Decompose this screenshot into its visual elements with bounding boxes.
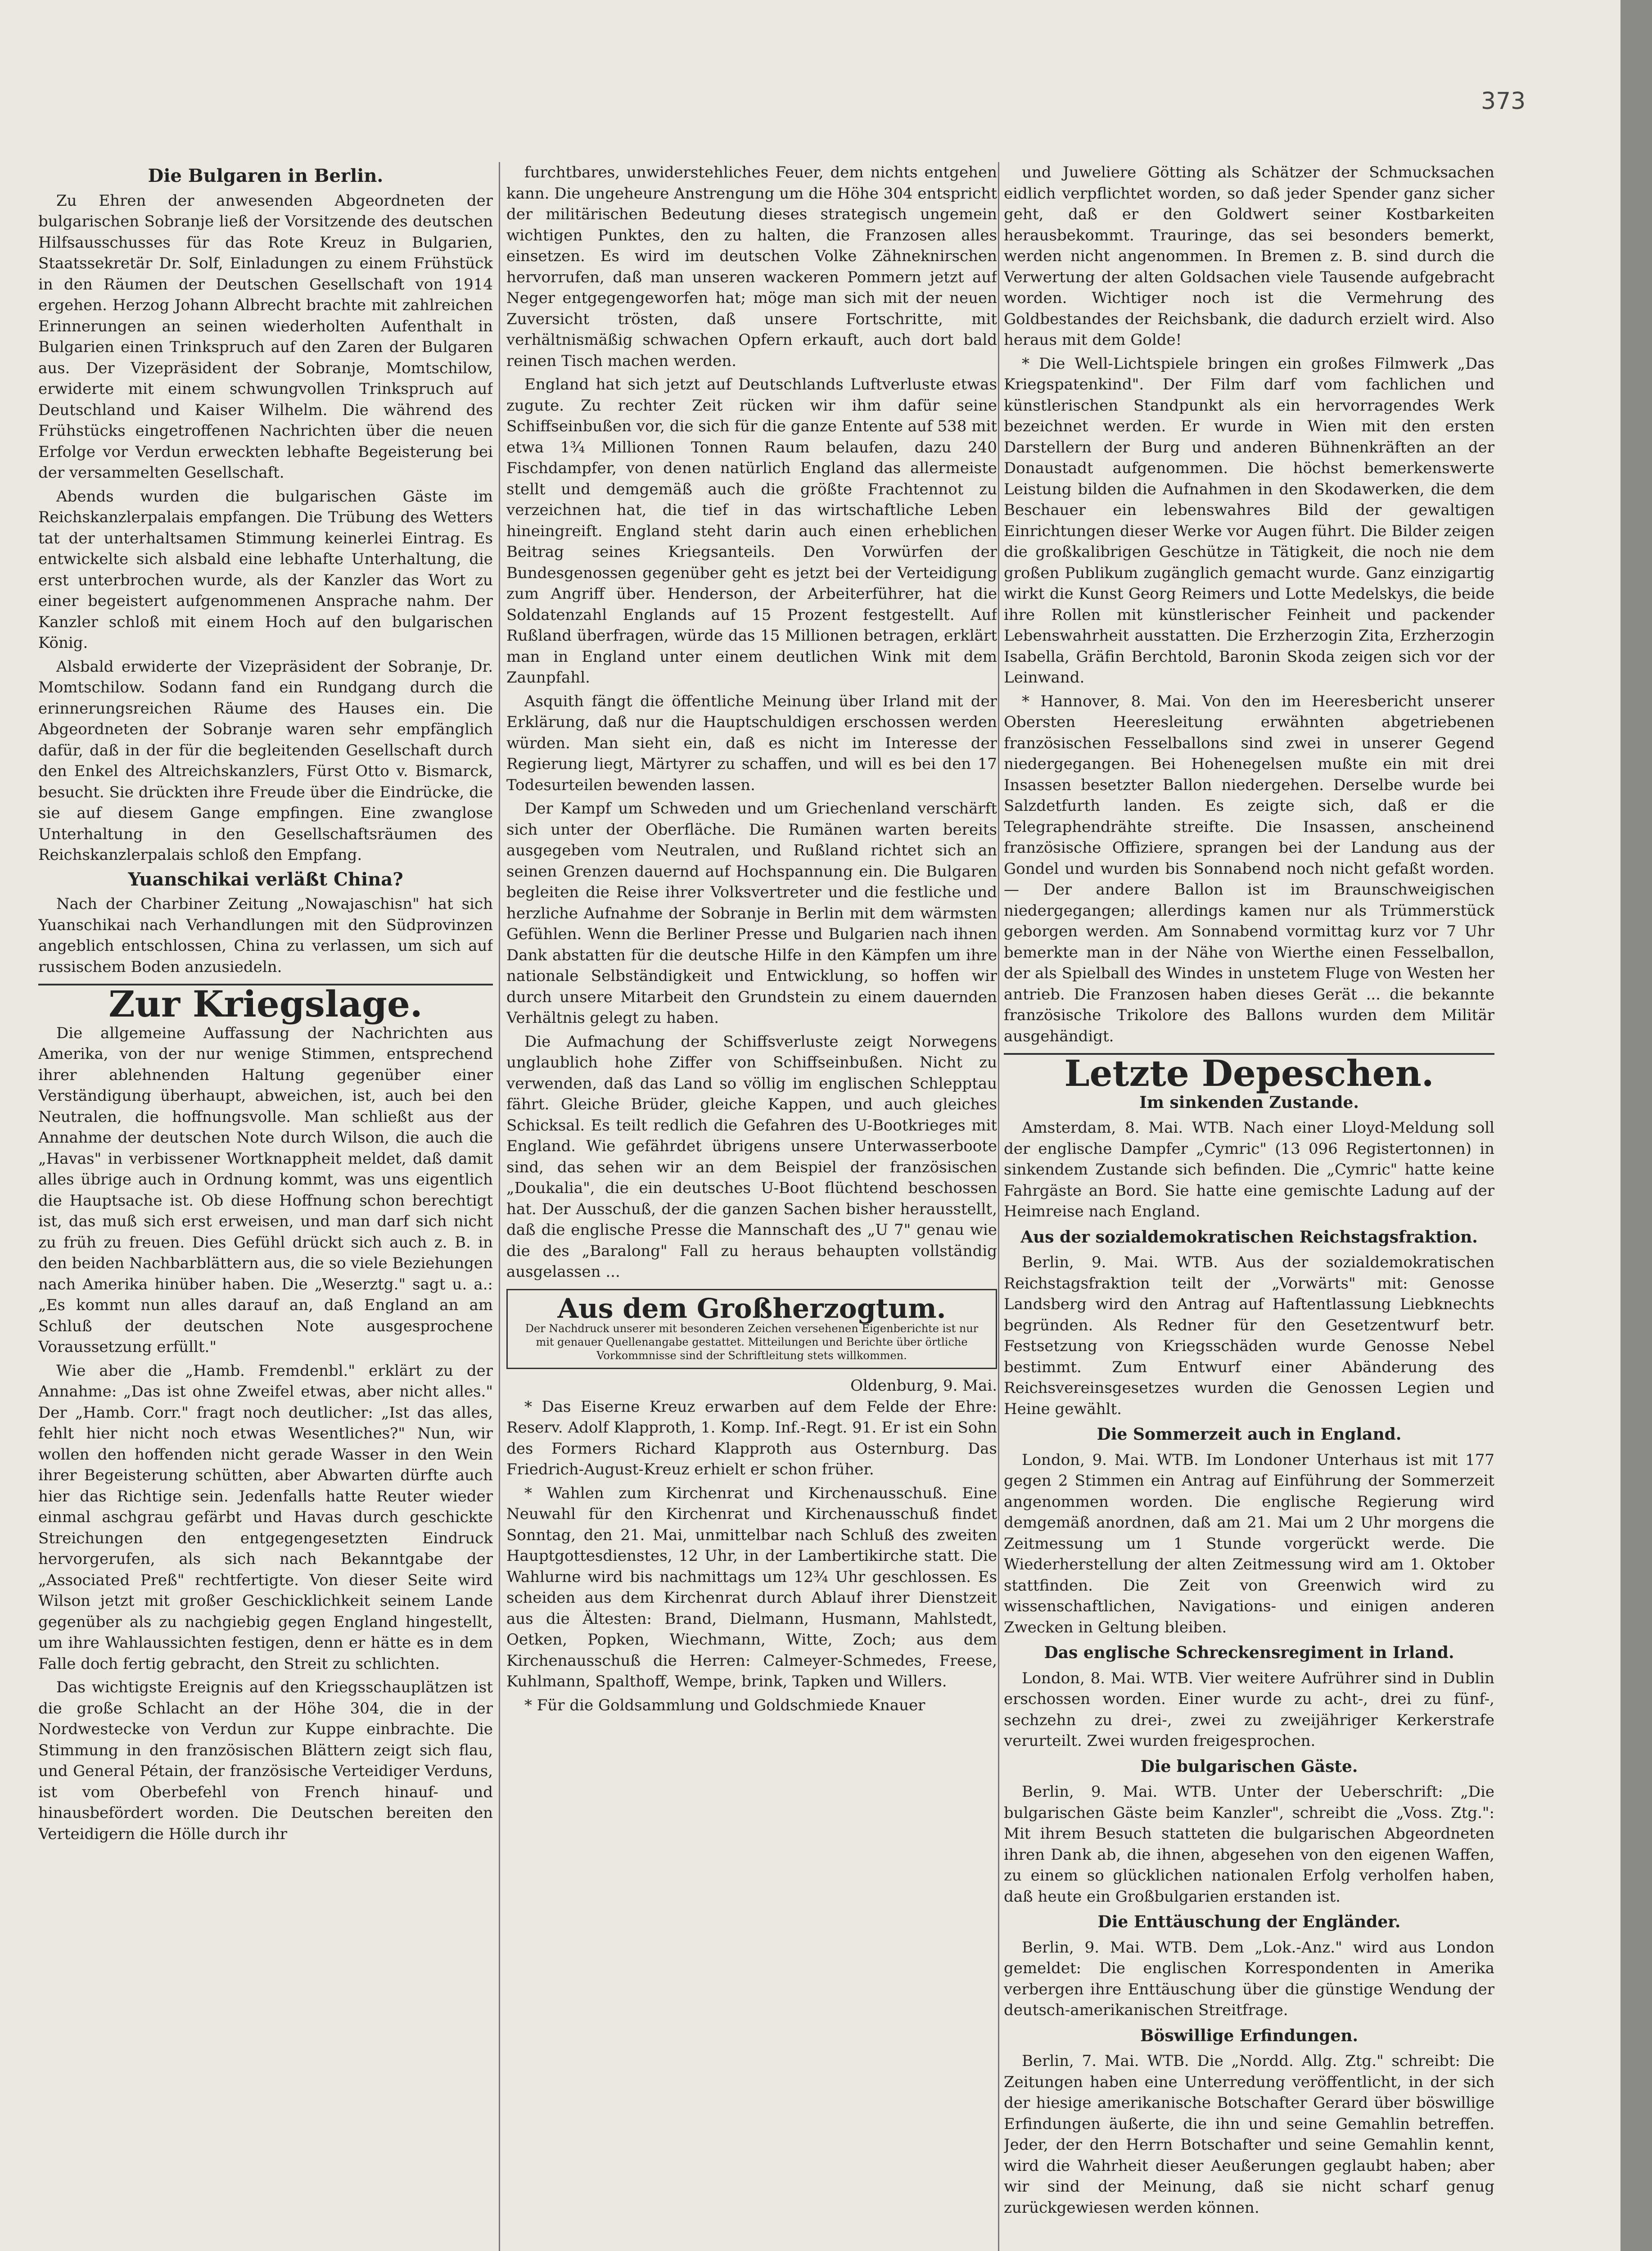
- paragraph: und Juweliere Götting als Schätzer der Schmucksachen eidlich verpflichtet worden, so daß jeder Spender ganz sicher geht, daß er den Goldwert seiner Kostbarkeiten herausbekommt. Trauringe, das sei besonders bemerkt, werden nicht angenommen. In Bremen z. B. sind durch die Verwertung der alten Goldsachen viele Tausende aufgebracht worden. Wichtiger noch ist die Vermehrung des Goldbestandes der Reichsbank, die dadurch erzielt wird. Also heraus mit dem Golde!: [1004, 163, 1494, 349]
- subheading: Das englische Schreckensregiment in Irland.: [1044, 1643, 1454, 1662]
- column-rule: [499, 162, 500, 2251]
- paragraph: Das wichtigste Ereignis auf den Kriegsschauplätzen ist die große Schlacht an der Höhe 304, die in der Nordwestecke von Verdun zur Kuppe einbrachte. Die Stimmung in den französischen Blättern zeigt sich flau, und General Pétain, der französische Verteidiger Verduns, ist vom Oberbefehl von French hinauf- und hinausbefördert worden. Die Deutschen bereiten den Verteidigern die Hölle durch ihr: [38, 1678, 493, 1843]
- heading-grossherzogtum: Aus dem Großherzogtum.: [557, 1293, 946, 1324]
- page-number: 373: [1481, 88, 1526, 115]
- column-3: [1004, 162, 1494, 2251]
- paragraph: * Die Well-Lichtspiele bringen ein großes Filmwerk „Das Kriegspatenkind". Der Film darf vom fachlichen und künstlerischen Standpunkt als ein hervorragendes Werk bezeichnet werden. Er wurde in Wien mit den ersten Darstellern der Burg und anderen Bühnenkräften an der Donaustadt aufgenommen. Die höchst bemerkenswerte Leistung bilden die Aufnahmen in den Skodawerken, die dem Beschauer ein lebenswahres Bild der gewaltigen Einrichtungen dieser Werke vor Augen führt. Die Bilder zeigen die großkalibrigen Geschütze in Tätigkeit, die noch nie dem großen Publikum zugänglich gemacht wurde. Ganz einzigartig wirkt die Kunst Georg Reimers und Lotte Medelskys, die beide ihre Rollen mit künstlerischer Feinheit und packender Lebenswahrheit ausstatten. Die Erzherzogin Zita, Erzherzogin Isabella, Gräfin Berchtold, Baronin Skoda zeigen sich vor der Leinwand.: [1004, 354, 1494, 687]
- heading-depeschen: Letzte Depeschen.: [1064, 1052, 1434, 1094]
- column-2: [506, 162, 997, 2251]
- paragraph: Der Kampf um Schweden und um Griechenland verschärft sich unter der Oberfläche. Die Rumänen warten bereits ausgegeben vom Neutralen, und Rußland richtet sich an seinen Grenzen dauernd auf Hochspannung ein. Die Bulgaren begleiten die Reise ihrer Volksvertreter und die festliche und herzliche Aufnahme der Sobranje in Berlin mit dem wärmsten Gefühlen. Wenn die Berliner Presse und Bulgarien nach ihnen Dank abstatten für die deutsche Hilfe in den Kämpfen um ihre nationale Selbständigkeit und Entwicklung, so hoffen wir durch unsere Mitarbeit den Grundstein zu einem dauernden Verhältnis gelegt zu haben.: [506, 800, 997, 1027]
- column-1: [38, 162, 493, 2251]
- paragraph: * Das Eiserne Kreuz erwarben auf dem Felde der Ehre: Reserv. Adolf Klapproth, 1. Komp. Inf.-Regt. 91. Er ist ein Sohn des Formers Richard Klapproth aus Osternburg. Das Friedrich-August-Kreuz erhielt er schon früher.: [506, 1397, 997, 1478]
- subheading: Die Enttäuschung der Engländer.: [1097, 1912, 1401, 1931]
- paragraph: * Für die Goldsammlung und Goldschmiede Knauer: [524, 1696, 925, 1714]
- paragraph: Berlin, 7. Mai. WTB. Die „Nordd. Allg. Ztg." schreibt: Die Zeitungen haben eine Unterredung veröffentlicht, in der sich der hiesige amerikanische Botschafter Gerard über böswillige Erfindungen äußerte, die ihn und seine Gemahlin betreffen. Jeder, der den Herrn Botschafter und seine Gemahlin kennt, wird die Wahrheit dieser Aeußerungen geglaubt haben; aber wir sind der Meinung, daß sie nicht scharf genug zurückgewiesen werden können.: [1004, 2052, 1494, 2217]
- regional-news-box: [506, 1289, 997, 1370]
- paragraph: Amsterdam, 8. Mai. WTB. Nach einer Lloyd-Meldung soll der englische Dampfer „Cymric" (13 096 Registertonnen) in sinkendem Zustande sich befinden. Die „Cymric" hatte keine Fahrgäste an Bord. Sie hatte eine gemischte Ladung auf der Heimreise nach England.: [1004, 1119, 1494, 1220]
- paragraph: Nach der Charbiner Zeitung „Nowajaschisn" hat sich Yuanschikai nach Verhandlungen mit den Südprovinzen angeblich entschlossen, China zu verlassen, um sich auf russischem Boden anzusiedeln.: [38, 895, 493, 976]
- paragraph: Die allgemeine Auffassung der Nachrichten aus Amerika, von der nur wenige Stimmen, entsprechend ihrer ablehnenden Haltung gegenüber einer Verständigung überhaupt, abweichen, ist, auch bei den Neutralen, die hoffnungsvolle. Man schließt aus der Annahme der deutschen Note durch Wilson, die auch die „Havas" in verbissener Wortknappheit meldet, daß damit alles übrige auch in Ordnung kommt, was uns eigentlich die Hauptsache ist. Ob diese Hoffnung schon berechtigt ist, das muß sich erst erweisen, und man darf sich nicht zu früh zu freuen. Dies Gefühl drückt sich auch z. B. in den beiden Nachbarblättern aus, die so viele Beziehungen nach Amerika hinüber haben. Die „Weserztg." sagt u. a.: „Es kommt nun alles darauf an, daß England an am Schluß der deutschen Note ausgesprochene Voraussetzung erfüllt.": [38, 1024, 493, 1356]
- paragraph: Zu Ehren der anwesenden Abgeordneten der bulgarischen Sobranje ließ der Vorsitzende des deutschen Hilfsausschusses für das Rote Kreuz in Bulgarien, Staatssekretär Dr. Solf, Einladungen zu einem Frühstück in den Räumen der Deutschen Gesellschaft von 1914 ergehen. Herzog Johann Albrecht brachte mit zahlreichen Erinnerungen an seinen wiederholten Aufenthalt in Bulgarien einen Trinkspruch auf den Zaren der Bulgaren aus. Der Vizepräsident der Sobranje, Momtschilow, erwiderte mit einem schwungvollen Trinkspruch auf Deutschland und Kaiser Wilhelm. Die während des Frühstücks eingetroffenen Nachrichten über die neuen Erfolge vor Verdun erweckten lebhafte Begeisterung bei der versammelten Gesellschaft.: [38, 191, 493, 482]
- paragraph: Berlin, 9. Mai. WTB. Unter der Ueberschrift: „Die bulgarischen Gäste beim Kanzler", schreibt die „Voss. Ztg.": Mit ihrem Besuch statteten die bulgarischen Abgeordneten ihren Dank ab, die ihnen, abgesehen von den eigenen Waffen, zu einem so glücklichen nationalen Erfolg verholfen haben, daß heute ein Großbulgarien erstanden ist.: [1004, 1783, 1494, 1906]
- paragraph: Abends wurden die bulgarischen Gäste im Reichskanzlerpalais empfangen. Die Trübung des Wetters tat der unterhaltsamen Stimmung keinerlei Eintrag. Es entwickelte sich alsbald eine lebhafte Unterhaltung, die erst unterbrochen wurde, als der Kanzler das Wort zu einer begeistert aufgenommenen Ansprache nahm. Der Kanzler schloß mit einem Hoch auf den bulgarischen König.: [38, 487, 493, 652]
- paragraph: * Wahlen zum Kirchenrat und Kirchenausschuß. Eine Neuwahl für den Kirchenrat und Kirchenausschuß findet Sonntag, den 21. Mai, unmittelbar nach Schluß des zweiten Hauptgottesdienstes, 12 Uhr, in der Lambertikirche statt. Die Wahlurne wird bis nachmittags um 12¾ Uhr geschlossen. Es scheiden aus dem Kirchenrat durch Ablauf ihrer Dienstzeit aus die Ältesten: Brand, Dielmann, Husmann, Mahlstedt, Oetken, Popken, Wiechmann, Witte, Zoch; aus dem Kirchenausschuß die Herren: Calmeyer-Schmedes, Freese, Kuhlmann, Spalthoff, Wempe, brink, Tapken und Willers.: [506, 1484, 997, 1691]
- paragraph: Wie aber die „Hamb. Fremdenbl." erklärt zu der Annahme: „Das ist ohne Zweifel etwas, aber nicht alles." Der „Hamb. Corr." fragt noch deutlicher: „Ist das alles, fehlt hier nicht noch etwas Wesentliches?" Nun, wir wollen den hoffenden nicht gerade Wasser in den Wein ihrer Begeisterung schütten, aber Abwarten dürfte auch hier das Richtige sein. Jedenfalls hatte Reuter wieder einmal aschgrau gefärbt und Havas durch geschickte Streichungen den entgegengesetzten Eindruck hervorgerufen, als sich nach Bekanntgabe der „Associated Preß" rechtfertigte. Von dieser Seite wird Wilson jetzt mit großer Geschicklichkeit seinem Lande gegenüber als zu nachgiebig gegen England hingestellt, um ihre Wahlaussichten festigen, denn er hätte es in dem Falle doch fertig gebracht, den Streit zu schlichten.: [38, 1361, 493, 1673]
- paragraph: * Hannover, 8. Mai. Von den im Heeresbericht unserer Obersten Heeresleitung erwähnten abgetriebenen französischen Fesselballons sind zwei in unserer Gegend niedergegangen. Bei Hohenegelsen mußte ein mit drei Insassen besetzter Ballon niedergehen. Derselbe wurde bei Salzdetfurth landen. Es zeigte sich, daß er die Telegraphendrähte streifte. Die Insassen, anscheinend französische Offiziere, sprangen bei der Landung aus der Gondel und wurden bis Sonnabend noch nicht gefaßt worden. — Der andere Ballon ist im Braunschweigischen niedergegangen; allerdings kamen nur als Trümmerstück geborgen werden. Am Sonnabend vormittag kurz vor 7 Uhr bemerkte man in der Nähe von Wierthe einen Fesselballon, der als Spielball des Windes in unstetem Fluge von Westen her antrieb. Die Franzosen haben dieses Gerät ... die bekannte französische Trikolore des Ballons wurden dem Militär ausgehändigt.: [1004, 692, 1494, 1045]
- paragraph: London, 9. Mai. WTB. Im Londoner Unterhaus ist mit 177 gegen 2 Stimmen ein Antrag auf Einführung der Sommerzeit angenommen worden. Die englische Regierung wird demgemäß anordnen, daß am 21. Mai um 2 Uhr morgens die Zeitmessung um 1 Stunde vorgerückt werde. Die Wiederherstellung der alten Zeitmessung wird am 1. Oktober stattfinden. Die Zeit von Greenwich wird zu wissenschaftlichen, Navigations- und einigen anderen Zwecken in Geltung bleiben.: [1004, 1451, 1494, 1636]
- column-rule: [998, 162, 999, 2251]
- paragraph: Asquith fängt die öffentliche Meinung über Irland mit der Erklärung, daß nur die Hauptschuldigen erschossen werden würden. Man sieht ein, daß es nicht im Interesse der Regierung liegt, Märtyrer zu schaffen, und will es bei den 17 Todesurteilen bewenden lassen.: [506, 692, 997, 794]
- page-edge: [1620, 0, 1652, 2251]
- paragraph: Die Aufmachung der Schiffsverluste zeigt Norwegens unglaublich hohe Ziffer von Schiffseinbußen. Nicht zu verwenden, daß das Land so völlig im englischen Schlepptau fährt. Gleiche Brüder, gleiche Kappen, und auch gleiches Schicksal. Es teilt redlich die Gefahren des U-Bootkrieges mit England. Wie gefährdet übrigens unsere Unterwasserboote sind, das sehen wir an dem Beispiel der französischen „Doukalia", die ein deutsches U-Boot flüchtend beschossen hat. Der Ausschuß, der die ganzen Sachen bisher herausstellt, daß die englische Presse die Mannschaft des „U 7" genau wie die des „Baralong" Fall zu heraus behaupten vollständig ausgelassen ...: [506, 1032, 997, 1281]
- subheading: Die Sommerzeit auch in England.: [1097, 1425, 1402, 1444]
- paragraph: Berlin, 9. Mai. WTB. Aus der sozialdemokratischen Reichstagsfraktion teilt der „Vorwärts" mit: Genosse Landsberg wird den Antrag auf Haftentlassung Liebknechts begründen. Als Redner für den Gesetzentwurf betr. Festsetzung von Kriegsschäden wurde Genosse Nebel bestimmt. Zum Entwurf einer Abänderung des Reichsvereinsgesetzes wurden die Genossen Legien und Heine gewählt.: [1004, 1253, 1494, 1418]
- heading-bulgarians: Die Bulgaren in Berlin.: [148, 165, 384, 186]
- paragraph: furchtbares, unwiderstehliches Feuer, dem nichts entgehen kann. Die ungeheure Anstrengung um die Höhe 304 entspricht der militärischen Bedeutung dieses strategisch ungemein wichtigen Punktes, den zu halten, die Franzosen alles einsetzen. Es wird im deutschen Volke Zähneknirschen hervorrufen, daß man unseren wackeren Pommern jetzt auf Neger entgegengeworfen hat; möge man sich mit der neuen Zuversicht trösten, daß unsere Fortschritte, mit verhältnismäßig schwachen Opfern erkauft, auch dort bald reinen Tisch machen werden.: [506, 163, 997, 370]
- subheading: Die bulgarischen Gäste.: [1140, 1757, 1358, 1776]
- paragraph: England hat sich jetzt auf Deutschlands Luftverluste etwas zugute. Zu rechter Zeit rücken wir ihm dafür seine Schiffseinbußen vor, die sich für die ganze Entente auf 538 mit etwa 1¾ Millionen Tonnen Raum belaufen, dazu 240 Fischdampfer, von denen natürlich England das allermeiste stellt und demgemäß auch die größte Frachtennot zu verzeichnen hat, die tief in das wirtschaftliche Leben hineingreift. England steht darin auch einen erheblichen Beitrag seines Kriegsanteils. Den Vorwürfen der Bundesgenossen gegenüber geht es jetzt bei der Verteidigung zum Angriff über. Henderson, der Arbeiterführer, hat die Soldatenzahl Englands auf 15 Prozent festgestellt. Auf Rußland überfragen, würde das 15 Millionen betragen, erklärt man in England unter einem deutlichen Wink mit dem Zaunpfahl.: [506, 375, 997, 687]
- heading-yuanschikai: Yuanschikai verläßt China?: [128, 868, 403, 890]
- subheading: Böswillige Erfindungen.: [1140, 2026, 1359, 2045]
- dateline: Oldenburg, 9. Mai.: [850, 1377, 997, 1395]
- subheading: Im sinkenden Zustande.: [1139, 1093, 1359, 1112]
- subheading: Aus der sozialdemokratischen Reichstagsfraktion.: [1020, 1227, 1478, 1247]
- paragraph: Berlin, 9. Mai. WTB. Dem „Lok.-Anz." wird aus London gemeldet: Die englischen Korrespondenten in Amerika verbergen ihre Enttäuschung über die günstige Wendung der deutsch-amerikanischen Streitfrage.: [1004, 1938, 1494, 2019]
- reprint-note: Der Nachdruck unserer mit besonderen Zeichen versehenen Eigenberichte ist nur mit genauer Quellenangabe gestattet. Mitteilungen und Berichte über örtliche Vorkommnisse sind der Schriftleitung stets willkommen.: [525, 1322, 979, 1362]
- paragraph: Alsbald erwiderte der Vizepräsident der Sobranje, Dr. Momtschilow. Sodann fand ein Rundgang durch die erinnerungsreichen Räume des Hauses ein. Die Abgeordneten der Sobranje waren sehr empfänglich dafür, daß in der für die begleitenden Gesellschaft durch den Enkel des Altreichskanzlers, Fürst Otto v. Bismarck, besucht. Sie drückten ihre Freude über die Eindrücke, die sie auf diesem Gange empfingen. Eine zwanglose Unterhaltung in den Gesellschaftsräumen des Reichskanzlerpalais schloß den Empfang.: [38, 657, 493, 864]
- heading-kriegslage: Zur Kriegslage.: [108, 983, 423, 1025]
- paragraph: London, 8. Mai. WTB. Vier weitere Aufrührer sind in Dublin erschossen worden. Einer wurde zu acht-, drei zu fünf-, sechzehn zu drei-, zwei zu zweijähriger Kerkerstrafe verurteilt. Zwei wurden freigesprochen.: [1004, 1669, 1494, 1750]
